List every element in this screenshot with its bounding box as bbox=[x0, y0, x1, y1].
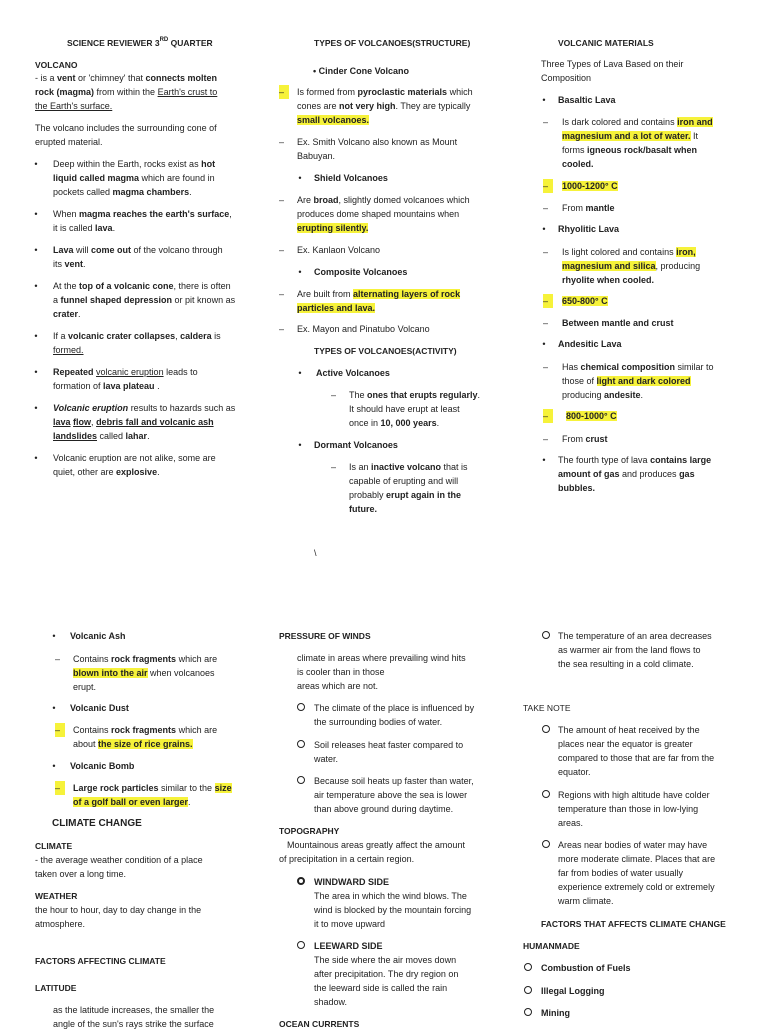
materials-intro-2: Composition bbox=[541, 73, 592, 83]
fourth-lava-text-2: amount of gas and produces gas bbox=[558, 469, 695, 479]
column-volcanic-materials bbox=[520, 0, 768, 512]
dash-marker: – bbox=[543, 179, 553, 193]
sea-temp-text: Because soil heats up faster than water, bbox=[314, 776, 474, 786]
fourth-lava-text: The fourth type of lava contains large bbox=[558, 455, 712, 465]
bullet: • bbox=[34, 453, 38, 463]
basaltic-heading: Basaltic Lava bbox=[558, 95, 616, 105]
dust-text-2: about the size of rice grains. bbox=[73, 739, 193, 749]
rhyolitic-text-3: rhyolite when cooled. bbox=[562, 275, 655, 285]
ash-heading: Volcanic Ash bbox=[70, 631, 126, 641]
dash-marker: – bbox=[543, 247, 549, 257]
circle-bullet bbox=[297, 703, 305, 711]
dash-marker: – bbox=[279, 137, 285, 147]
latitude-text: as the latitude increases, the smaller the bbox=[53, 1005, 215, 1015]
topography-heading: TOPOGRAPHY bbox=[279, 826, 340, 836]
dash-marker: – bbox=[543, 409, 553, 423]
equator-text-3: compared to those that are far from the bbox=[558, 753, 715, 763]
volcano-heading: VOLCANO bbox=[35, 60, 78, 70]
shield-text-3: erupting silently. bbox=[297, 223, 369, 233]
basaltic-text-3: forms igneous rock/basalt when bbox=[562, 145, 698, 155]
vent-text: Lava will come out of the volcano through bbox=[53, 245, 223, 255]
structure-heading: TYPES OF VOLCANOES(STRUCTURE) bbox=[314, 38, 471, 48]
crater-text-3: crater. bbox=[53, 309, 81, 319]
lava-text: When magma reaches the earth's surface, bbox=[53, 209, 232, 219]
logging-item: Illegal Logging bbox=[541, 986, 605, 996]
dash-marker: – bbox=[543, 434, 549, 444]
leeward-text-3: the leeward side is called the rain bbox=[314, 983, 448, 993]
dash-marker: – bbox=[543, 117, 549, 127]
rhyolitic-text-2: magnesium and silica, producing bbox=[562, 261, 701, 271]
circle-bullet bbox=[524, 986, 532, 994]
water-climate-text-4: experience extremely cold or extremely bbox=[558, 882, 715, 892]
dash-marker: – bbox=[543, 318, 549, 328]
dash-marker: – bbox=[279, 324, 285, 334]
climate-def: - the average weather condition of a place bbox=[35, 855, 203, 865]
dash-marker: – bbox=[279, 85, 289, 99]
bomb-text: Large rock particles similar to the size bbox=[73, 783, 232, 793]
bullet: • bbox=[542, 455, 546, 465]
plateau-text: Repeated volcanic eruption leads to bbox=[53, 367, 198, 377]
weather-def-2: atmosphere. bbox=[35, 919, 86, 929]
rhyolitic-source: Between mantle and crust bbox=[562, 318, 674, 328]
altitude-text-3: areas. bbox=[558, 818, 584, 828]
bullet: • bbox=[298, 440, 302, 450]
dash-marker: – bbox=[55, 723, 65, 737]
windward-text-2: wind is blocked by the mountain forcing bbox=[314, 905, 472, 915]
cinder-text-3: small volcanoes. bbox=[297, 115, 370, 125]
windward-text-3: it to move upward bbox=[314, 919, 386, 929]
column-take-note bbox=[520, 512, 768, 1024]
andesitic-text-2: those of light and dark colored bbox=[562, 376, 691, 386]
column-volcano-types bbox=[260, 0, 520, 558]
volcano-cone-text: The volcano includes the surrounding cone of bbox=[35, 123, 217, 133]
bomb-heading: Volcanic Bomb bbox=[70, 761, 135, 771]
fourth-lava-text-3: bubbles. bbox=[558, 483, 596, 493]
bullet: • bbox=[34, 331, 38, 341]
factors-change-heading: FACTORS THAT AFFECTS CLIMATE CHANGE bbox=[541, 919, 726, 929]
crater-text: At the top of a volcanic cone, there is often bbox=[53, 281, 231, 291]
active-text-2: It should have erupt at least bbox=[349, 404, 460, 414]
circle-bullet bbox=[542, 790, 550, 798]
composite-heading: Composite Volcanoes bbox=[314, 267, 408, 277]
andesitic-heading: Andesitic Lava bbox=[558, 339, 622, 349]
bullet: • bbox=[298, 368, 302, 378]
active-text: The ones that erupts regularly. bbox=[349, 390, 481, 400]
latitude-text-2: angle of the sun's rays strike the surface bbox=[53, 1019, 214, 1029]
sea-temp-text-2: air temperature above the sea is lower bbox=[314, 790, 468, 800]
circle-bullet bbox=[524, 1008, 532, 1016]
circle-bullet bbox=[297, 941, 305, 949]
ash-text-2: blown into the air when volcanoes bbox=[73, 668, 215, 678]
materials-heading: VOLCANIC MATERIALS bbox=[558, 38, 654, 48]
water-influence-text: The climate of the place is influenced by bbox=[314, 703, 475, 713]
cinder-example-2: Babuyan. bbox=[297, 151, 336, 161]
plateau-text-2: formation of lava plateau . bbox=[53, 381, 160, 391]
dash-marker: – bbox=[55, 654, 61, 664]
water-climate-text-3: far from bodies of water usually bbox=[558, 868, 684, 878]
crater-text-2: a funnel shaped depression or pit known as bbox=[53, 295, 236, 305]
circle-bullet bbox=[542, 840, 550, 848]
dash-marker: – bbox=[543, 203, 549, 213]
rhyolitic-heading: Rhyolitic Lava bbox=[558, 224, 620, 234]
eruption-types-text: Volcanic eruption are not alike, some are bbox=[53, 453, 216, 463]
composite-example: Ex. Mayon and Pinatubo Volcano bbox=[297, 324, 430, 334]
bullet: • bbox=[542, 339, 546, 349]
magma-text: Deep within the Earth, rocks exist as hot bbox=[53, 159, 216, 169]
dash-marker: – bbox=[331, 462, 337, 472]
water-climate-text: Areas near bodies of water may have bbox=[558, 840, 708, 850]
rhyolitic-temp: 650-800° C bbox=[562, 296, 608, 306]
lava-text-2: it is called lava. bbox=[53, 223, 116, 233]
weather-heading: WEATHER bbox=[35, 891, 78, 901]
reviewer-title: SCIENCE REVIEWER 3RD QUARTER bbox=[67, 37, 213, 48]
ash-text-3: erupt. bbox=[73, 682, 97, 692]
shield-heading: Shield Volcanoes bbox=[314, 173, 388, 183]
temperature-text-2: as warmer air from the land flows to bbox=[558, 645, 701, 655]
bullet: • bbox=[34, 403, 38, 413]
dash-marker: – bbox=[331, 390, 337, 400]
composite-text-2: particles and lava. bbox=[297, 303, 376, 313]
water-influence-text-2: the surrounding bodies of water. bbox=[314, 717, 443, 727]
basaltic-text-2: magnesium and a lot of water. It bbox=[562, 131, 699, 141]
weather-def: the hour to hour, day to day change in the bbox=[35, 905, 202, 915]
circle-bullet bbox=[542, 725, 550, 733]
bullet: • bbox=[34, 367, 38, 377]
composite-text: Are built from alternating layers of rock bbox=[297, 289, 461, 299]
equator-text: The amount of heat received by the bbox=[558, 725, 700, 735]
basaltic-text-4: cooled. bbox=[562, 159, 594, 169]
leeward-text: The side where the air moves down bbox=[314, 955, 457, 965]
cinder-example: Ex. Smith Volcano also known as Mount bbox=[297, 137, 458, 147]
basaltic-temp: 1000-1200° C bbox=[562, 181, 618, 191]
equator-text-2: places near the equator is greater bbox=[558, 739, 693, 749]
eruption-types-text-2: quiet, other are explosive. bbox=[53, 467, 160, 477]
humanmade-heading: HUMANMADE bbox=[523, 941, 580, 951]
rhyolitic-text: Is light colored and contains iron, bbox=[562, 247, 696, 257]
ocean-currents-heading: OCEAN CURRENTS bbox=[279, 1019, 360, 1029]
dormant-text-2: capable of erupting and will bbox=[349, 476, 459, 486]
caldera-text-2: formed. bbox=[53, 345, 84, 355]
sea-temp-text-3: than above ground during daytime. bbox=[314, 804, 454, 814]
equator-text-4: equator. bbox=[558, 767, 591, 777]
column-volcano bbox=[0, 0, 260, 512]
page-2 bbox=[0, 512, 768, 1029]
dormant-text-3: probably erupt again in the bbox=[349, 490, 462, 500]
activity-heading: TYPES OF VOLCANOES(ACTIVITY) bbox=[314, 346, 457, 356]
bullet: • bbox=[34, 209, 38, 219]
shield-text: Are broad, slightly domed volcanoes which bbox=[297, 195, 470, 205]
topography-text-2: of precipitation in a certain region. bbox=[279, 854, 415, 864]
bullet: • bbox=[52, 631, 56, 641]
vent-text-2: its vent. bbox=[53, 259, 86, 269]
latitude-heading: LATITUDE bbox=[35, 983, 77, 993]
pressure-text-2: is cooler than in those bbox=[297, 667, 385, 677]
dash-marker: – bbox=[279, 195, 285, 205]
bullet: • bbox=[34, 245, 38, 255]
cinder-text: Is formed from pyroclastic materials which bbox=[297, 87, 473, 97]
bullet: • bbox=[298, 173, 302, 183]
pressure-text: climate in areas where prevailing wind hits bbox=[297, 653, 466, 663]
dash-marker: – bbox=[279, 289, 285, 299]
combustion-item: Combustion of Fuels bbox=[541, 963, 631, 973]
volcano-cone-text-2: erupted material. bbox=[35, 137, 103, 147]
dust-text: Contains rock fragments which are bbox=[73, 725, 218, 735]
climate-heading: CLIMATE bbox=[35, 841, 73, 851]
dash-marker: – bbox=[279, 245, 285, 255]
volcano-def-line3: the Earth's surface. bbox=[35, 101, 113, 111]
leeward-heading: LEEWARD SIDE bbox=[314, 941, 383, 951]
andesitic-temp: 800-1000° C bbox=[566, 411, 617, 421]
altitude-text: Regions with high altitude have colder bbox=[558, 790, 710, 800]
hazards-text: Volcanic eruption results to hazards such as bbox=[53, 403, 236, 413]
pressure-text-3: areas which are not. bbox=[297, 681, 379, 691]
bullet: • bbox=[52, 761, 56, 771]
mining-item: Mining bbox=[541, 1008, 570, 1018]
bullet: • bbox=[52, 703, 56, 713]
circle-bullet bbox=[524, 963, 532, 971]
caldera-text: If a volcanic crater collapses, caldera is bbox=[53, 331, 221, 341]
circle-bullet bbox=[297, 776, 305, 784]
dormant-text: Is an inactive volcano that is bbox=[349, 462, 468, 472]
water-climate-text-2: more moderate climate. Places that are bbox=[558, 854, 716, 864]
active-heading: Active Volcanoes bbox=[316, 368, 390, 378]
volcano-def-line1: - is a vent or 'chimney' that connects molten bbox=[35, 73, 218, 83]
circle-bullet bbox=[542, 631, 550, 639]
hazards-text-2: lava flow, debris fall and volcanic ash bbox=[53, 417, 214, 427]
temperature-text: The temperature of an area decreases bbox=[558, 631, 712, 641]
factors-heading: FACTORS AFFECTING CLIMATE bbox=[35, 956, 166, 966]
bomb-text-2: of a golf ball or even larger. bbox=[73, 797, 191, 807]
bullet: • bbox=[34, 281, 38, 291]
column-volcanic-materials-cont bbox=[0, 512, 260, 1029]
active-text-3: once in 10, 000 years. bbox=[349, 418, 440, 428]
bullet: • bbox=[298, 267, 302, 277]
dash-marker: – bbox=[55, 781, 65, 795]
andesitic-text-3: producing andesite. bbox=[562, 390, 644, 400]
temperature-text-3: the sea resulting in a cold climate. bbox=[558, 659, 694, 669]
andesitic-source: From crust bbox=[562, 434, 608, 444]
bullet: • bbox=[542, 224, 546, 234]
leeward-text-4: shadow. bbox=[314, 997, 348, 1007]
stray-backslash: \ bbox=[314, 548, 317, 558]
basaltic-text: Is dark colored and contains iron and bbox=[562, 117, 713, 127]
dash-marker: – bbox=[543, 362, 549, 372]
cinder-cone-heading: • Cinder Cone Volcano bbox=[313, 66, 409, 76]
magma-text-2: liquid called magma which are found in bbox=[53, 173, 215, 183]
dash-marker: – bbox=[543, 294, 553, 308]
bullet: • bbox=[34, 159, 38, 169]
bullet: • bbox=[542, 95, 546, 105]
topography-text: Mountainous areas greatly affect the amount bbox=[287, 840, 465, 850]
volcano-def-line2: rock (magma) from within the Earth's crust to bbox=[35, 87, 218, 97]
dormant-text-4: future. bbox=[349, 504, 377, 514]
circle-bullet bbox=[297, 740, 305, 748]
pressure-heading: PRESSURE OF WINDS bbox=[279, 631, 371, 641]
soil-text-2: water. bbox=[314, 754, 339, 764]
dust-heading: Volcanic Dust bbox=[70, 703, 129, 713]
soil-text: Soil releases heat faster compared to bbox=[314, 740, 464, 750]
windward-heading: WINDWARD SIDE bbox=[314, 877, 389, 887]
column-climate-factors bbox=[260, 512, 520, 1029]
ash-text: Contains rock fragments which are bbox=[73, 654, 218, 664]
altitude-text-2: temperature than those in low-lying bbox=[558, 804, 699, 814]
dormant-heading: Dormant Volcanoes bbox=[314, 440, 398, 450]
hazards-text-3: landslides called lahar. bbox=[53, 431, 150, 441]
shield-text-2: produces dome shaped mountains when bbox=[297, 209, 460, 219]
basaltic-source: From mantle bbox=[562, 203, 615, 213]
take-note-heading: TAKE NOTE bbox=[523, 703, 571, 713]
andesitic-text: Has chemical composition similar to bbox=[562, 362, 714, 372]
circle-bullet bbox=[297, 877, 305, 885]
water-climate-text-5: warm climate. bbox=[558, 896, 614, 906]
shield-example: Ex. Kanlaon Volcano bbox=[297, 245, 381, 255]
windward-text: The area in which the wind blows. The bbox=[314, 891, 467, 901]
magma-text-3: pockets called magma chambers. bbox=[53, 187, 192, 197]
materials-intro: Three Types of Lava Based on their bbox=[541, 59, 684, 69]
leeward-text-2: after precipitation. The dry region on bbox=[314, 969, 459, 979]
cinder-text-2: cones are not very high. They are typically bbox=[297, 101, 471, 111]
climate-change-heading: CLIMATE CHANGE bbox=[52, 818, 142, 829]
climate-def-2: taken over a long time. bbox=[35, 869, 127, 879]
